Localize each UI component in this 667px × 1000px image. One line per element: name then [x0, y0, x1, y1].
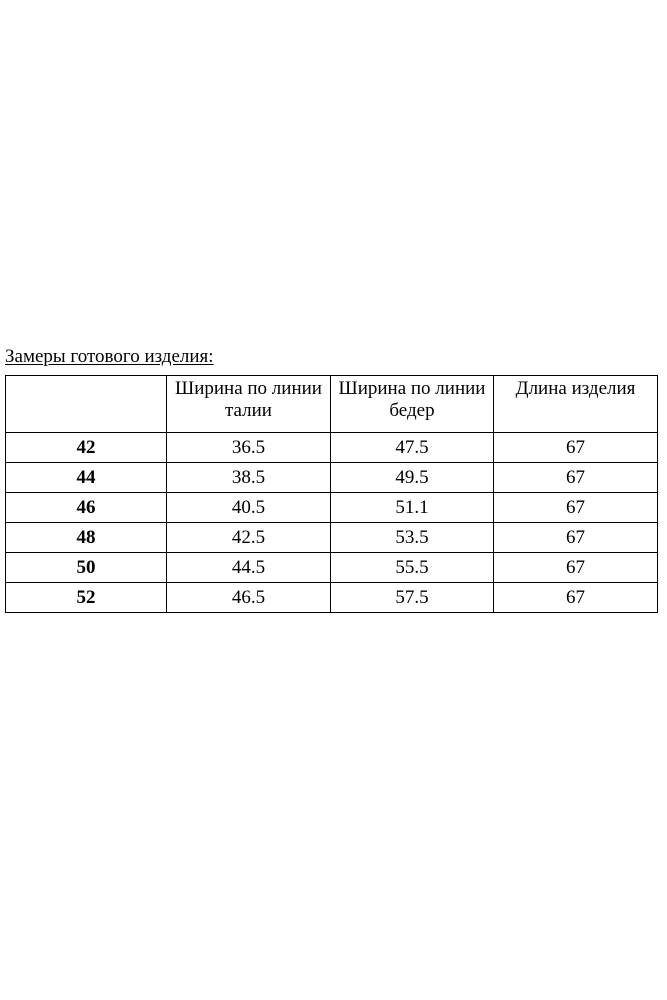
waist-value: 40.5 [167, 493, 331, 523]
length-value: 67 [494, 583, 658, 613]
length-value: 67 [494, 463, 658, 493]
table-caption: Замеры готового изделия: [5, 346, 214, 367]
size-value: 52 [6, 583, 167, 613]
waist-value: 42.5 [167, 523, 331, 553]
waist-value: 46.5 [167, 583, 331, 613]
header-waist-width: Ширина по линии талии [167, 376, 331, 433]
waist-value: 44.5 [167, 553, 331, 583]
hips-value: 53.5 [331, 523, 494, 553]
size-value: 42 [6, 433, 167, 463]
length-value: 67 [494, 553, 658, 583]
table-row [6, 493, 658, 523]
size-value: 50 [6, 553, 167, 583]
header-hip-width: Ширина по линии бедер [331, 376, 494, 433]
hips-value: 47.5 [331, 433, 494, 463]
table-header-row [6, 376, 658, 433]
header-size-cell [6, 376, 167, 433]
size-value: 44 [6, 463, 167, 493]
waist-value: 36.5 [167, 433, 331, 463]
size-measurements-table [5, 375, 658, 613]
hips-value: 51.1 [331, 493, 494, 523]
length-value: 67 [494, 523, 658, 553]
hips-value: 49.5 [331, 463, 494, 493]
size-value: 46 [6, 493, 167, 523]
length-value: 67 [494, 493, 658, 523]
hips-value: 57.5 [331, 583, 494, 613]
hips-value: 55.5 [331, 553, 494, 583]
size-value: 48 [6, 523, 167, 553]
length-value: 67 [494, 433, 658, 463]
table-row [6, 433, 658, 463]
table-row [6, 523, 658, 553]
table-row [6, 553, 658, 583]
table-row [6, 463, 658, 493]
table-row [6, 583, 658, 613]
waist-value: 38.5 [167, 463, 331, 493]
header-garment-length: Длина изделия [494, 376, 658, 433]
